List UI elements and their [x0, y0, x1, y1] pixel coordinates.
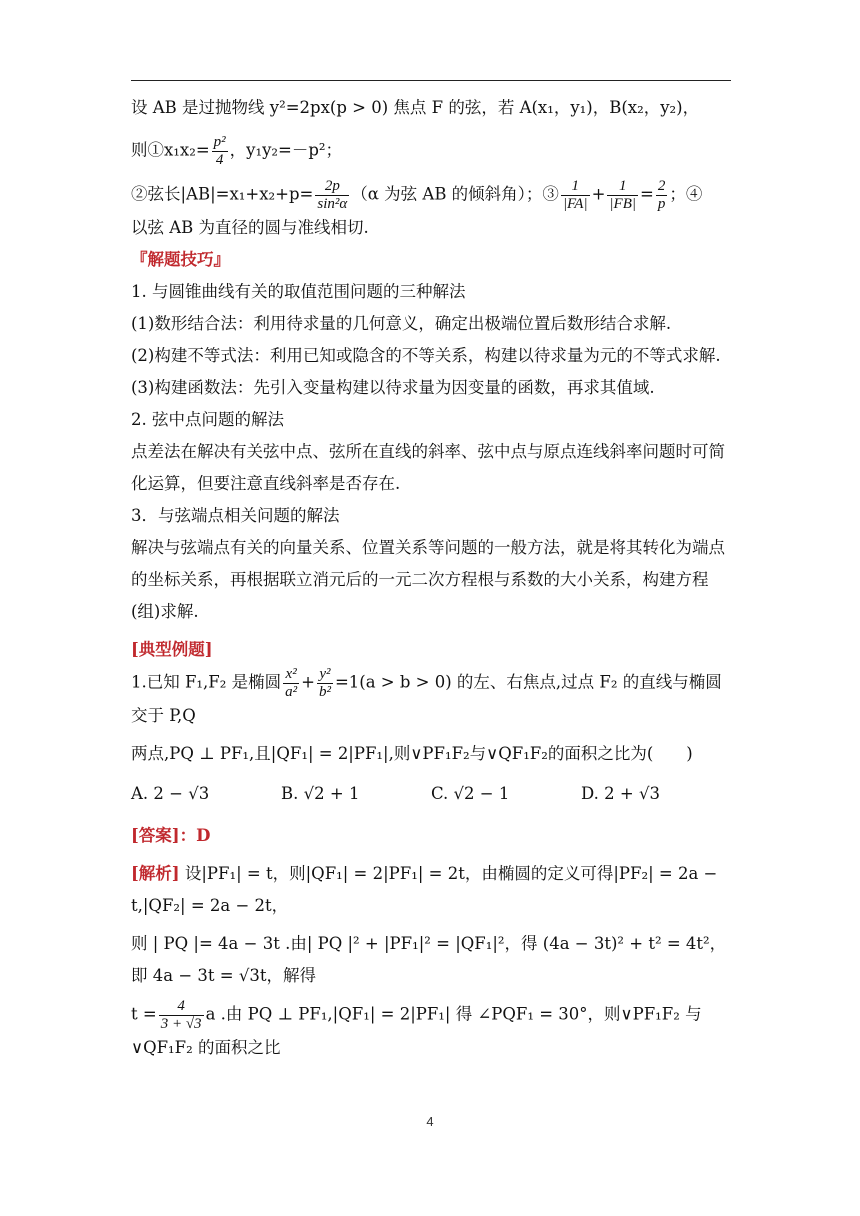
- fraction-2p-over-sin2: $\frac{2p}{\text{sin²α}}$: [317, 178, 348, 212]
- fraction-2-over-p: $\frac{2}{p}$: [657, 178, 666, 212]
- analysis-line-3: t = $\frac{4}{3 + √3}$ a .由 PQ ⊥ PF₁,|QF₁| = 2|PF₁| 得 ∠PQF₁ = 30°，则∨PF₁F₂ 与∨QF₁F₂ 的面积之比: [131, 998, 702, 1057]
- question-line-2: 两点,PQ ⊥ PF₁,且|QF₁| = 2|PF₁|,则∨PF₁F₂与∨QF₁F₂的面积之比为( ): [131, 744, 693, 763]
- analysis-label: [解析]: [131, 864, 180, 883]
- fraction-4-over-3-plus-root3: $\frac{4}{3 + √3}$: [160, 998, 202, 1032]
- question-line-1: 1.已知 F₁,F₂ 是椭圆 $\frac{\text{x²}}{\text{a²}}$ + $\frac{\text{y²}}{\text{b²}}$ =1(a > b > 0) 的左、右焦点,过点 F₂ 的直线与椭圆交于 P,Q: [131, 666, 722, 725]
- tips-heading: 『解题技巧』: [131, 250, 230, 269]
- fraction-p2-over-4: $\frac{\text{p²}}{4}$: [213, 134, 226, 168]
- tip-1-method-a: (1)数形结合法：利用待求量的几何意义，确定出极端位置后数形结合求解.: [131, 314, 672, 333]
- property-2-3-line: ②弦长|AB|=x₁+x₂+p= $\frac{2p}{\text{sin²α}}$ （α 为弦 AB 的倾斜角）；③ $\frac{1}{|FA|}$ + $\frac{1}{|FB|}$ = $\frac{2}{p}$ ；④: [131, 178, 703, 212]
- fraction-1-over-fb: $\frac{1}{|FB|}$: [609, 178, 636, 212]
- tip-1-title: 1. 与圆锥曲线有关的取值范围问题的三种解法: [131, 282, 466, 301]
- property-4-line: 以弦 AB 为直径的圆与准线相切.: [131, 218, 369, 237]
- answer-line: [答案]：D: [131, 826, 211, 845]
- parabola-setup-line: 设 AB 是过抛物线 y²=2px(p > 0) 焦点 F 的弦，若 A(x₁，y₁)，B(x₂，y₂)，: [131, 98, 700, 117]
- tip-1-method-c: (3)构建函数法：先引入变量构建以待求量为因变量的函数，再求其值域.: [131, 378, 655, 397]
- tip-1-method-b: (2)构建不等式法：利用已知或隐含的不等关系，构建以待求量为元的不等式求解.: [131, 346, 721, 365]
- fraction-y2-over-b2: $\frac{\text{y²}}{\text{b²}}$: [318, 666, 331, 700]
- answer-choices: [131, 778, 731, 810]
- tip-2-title: 2. 弦中点问题的解法: [131, 410, 284, 429]
- page-number: 4: [426, 1114, 434, 1129]
- choice-b: B. √2 + 1: [281, 784, 360, 803]
- fraction-x2-over-a2: $\frac{\text{x²}}{\text{a²}}$: [285, 666, 298, 700]
- choice-d: D. 2 + √3: [581, 784, 660, 803]
- choice-a: A. 2 − √3: [131, 784, 210, 803]
- analysis-line-2: 则 | PQ |= 4a − 3t .由| PQ |² + |PF₁|² = |QF₁|²，得 (4a − 3t)² + t² = 4t²，即 4a − 3t = √3t，解得: [131, 934, 727, 985]
- example-heading: [典型例题]: [131, 640, 213, 659]
- choice-c: C. √2 − 1: [431, 784, 510, 803]
- tip-2-text: 点差法在解决有关弦中点、弦所在直线的斜率、弦中点与原点连线斜率问题时可简化运算，但要注意直线斜率是否存在.: [131, 442, 725, 493]
- fraction-1-over-fa: $\frac{1}{|FA|}$: [562, 178, 588, 212]
- tip-3-title: 3．与弦端点相关问题的解法: [131, 506, 340, 525]
- analysis-line-1: [解析] 设|PF₁| = t，则|QF₁| = 2|PF₁| = 2t，由椭圆的定义可得|PF₂| = 2a − t,|QF₂| = 2a − 2t，: [131, 864, 718, 915]
- property-1-line: 则①x₁x₂= $\frac{\text{p²}}{4}$ ，y₁y₂=－p²；: [131, 134, 343, 168]
- page-content: [131, 92, 731, 1064]
- tip-3-text: 解决与弦端点有关的向量关系、位置关系等问题的一般方法，就是将其转化为端点的坐标关系，再根据联立消元后的一元二次方程根与系数的大小关系，构建方程(组)求解.: [131, 538, 725, 621]
- header-rule: [131, 80, 731, 81]
